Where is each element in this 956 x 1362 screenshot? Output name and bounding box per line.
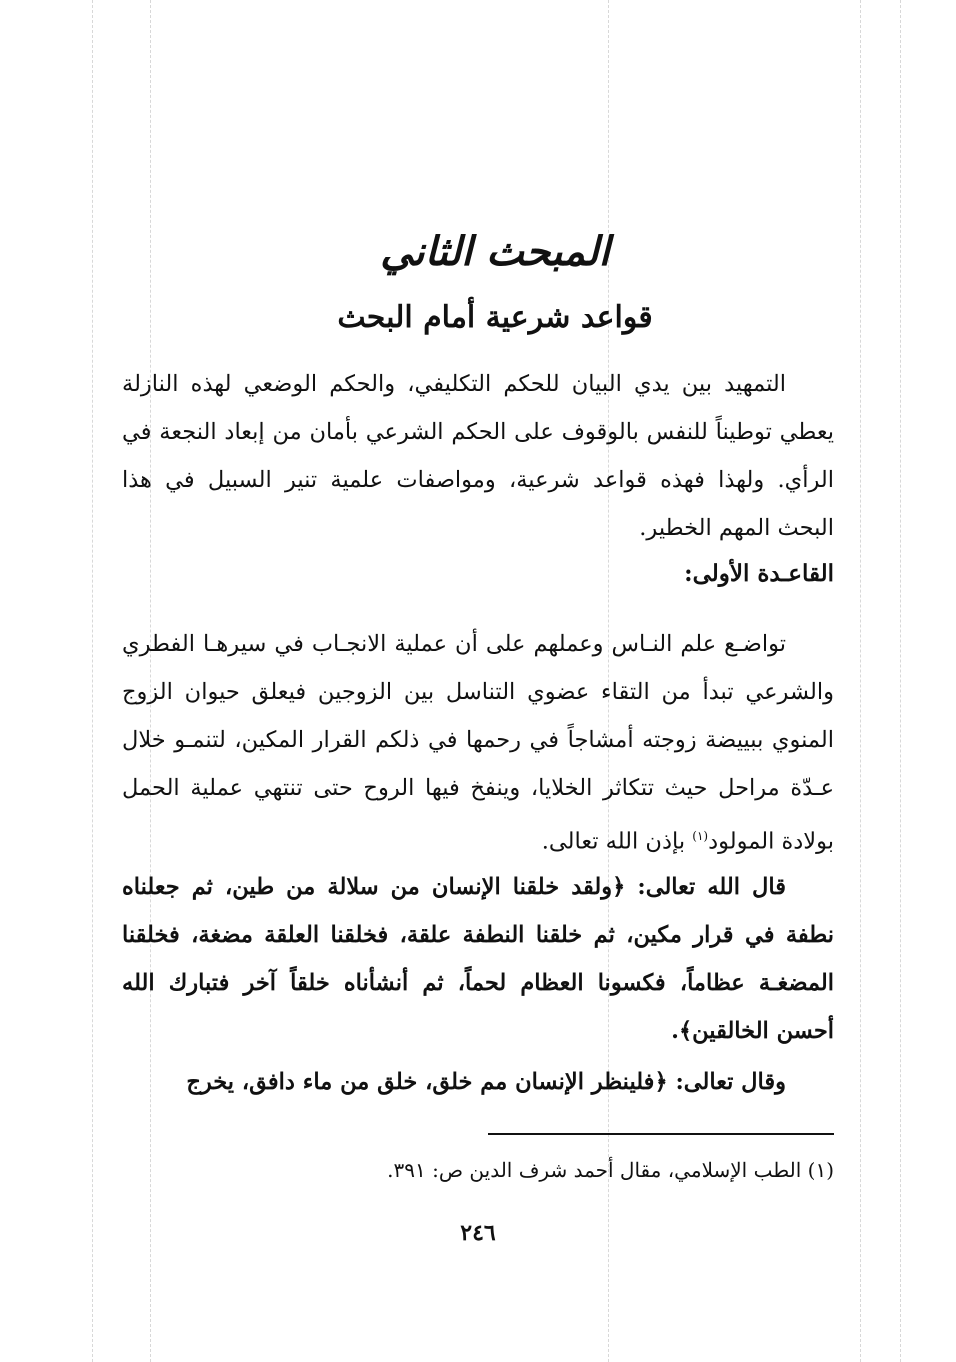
rule-text-end: بإذن الله تعالى. bbox=[541, 828, 693, 855]
verse-paragraph: قال الله تعالى: ﴿ولقد خلقنا الإنسان من سلالة من طين، ثم جعلناه نطفة في قرار مكين، ثم خلقنا النطفة علقة، فخلقنا العلقة مضغة، فخلقنا المضغـة عظاماً، فكسونا العظام لحماً، ثم أنشأناه خلقاً آخر فتبارك الله أحسن الخالقين﴾. bbox=[122, 874, 835, 1044]
footnote: (١) الطب الإسلامي، مقال أحمد شرف الدين ص: ٣٩١. bbox=[387, 1158, 834, 1182]
footnote-divider bbox=[488, 1133, 834, 1135]
rule-text: تواضـع علم النـاس وعملهم على أن عملية الانجـاب في سيرهـا الفطري والشرعي تبدأ من التقاء عضوي التناسل بين الزوجين فيعلق حيوان الزوج المنوي ببييضة زوجته أمشاجاً في رحمها في ذلكم القرار المكين، لتنمـو خلال عـدّة مراحل حيث تتكاثر الخلايا، وينفخ فيها الروح حتى تنتهي عملية الحمل بولادة المولود bbox=[122, 631, 834, 855]
rule-label: القاعـدة الأولى: bbox=[684, 560, 834, 587]
scan-guide-line bbox=[860, 0, 861, 1362]
intro-paragraph: التمهيد بين يدي البيان للحكم التكليفي، والحكم الوضعي لهذه النازلة يعطي توطيناً للنفس بالوقوف على الحكم الشرعي بأمان من إبعاد النجعة في الرأي. ولهذا فهذه قواعد شرعية، ومواصفات علمية تنير السبيل في هذا البحث المهم الخطير. bbox=[122, 371, 834, 541]
section-title: المبحث الثاني bbox=[380, 228, 610, 275]
scan-guide-line bbox=[900, 0, 901, 1362]
verse-paragraph: وقال تعالى: ﴿فلينظر الإنسان مم خلق، خلق من ماء دافق، يخرج bbox=[186, 1069, 786, 1095]
footnote-marker: (١) bbox=[692, 829, 709, 843]
page-number: ٢٤٦ bbox=[460, 1220, 496, 1246]
scan-guide-line bbox=[92, 0, 93, 1362]
rule-paragraph bbox=[122, 620, 834, 866]
section-subtitle: قواعد شرعية أمام البحث bbox=[337, 300, 653, 335]
